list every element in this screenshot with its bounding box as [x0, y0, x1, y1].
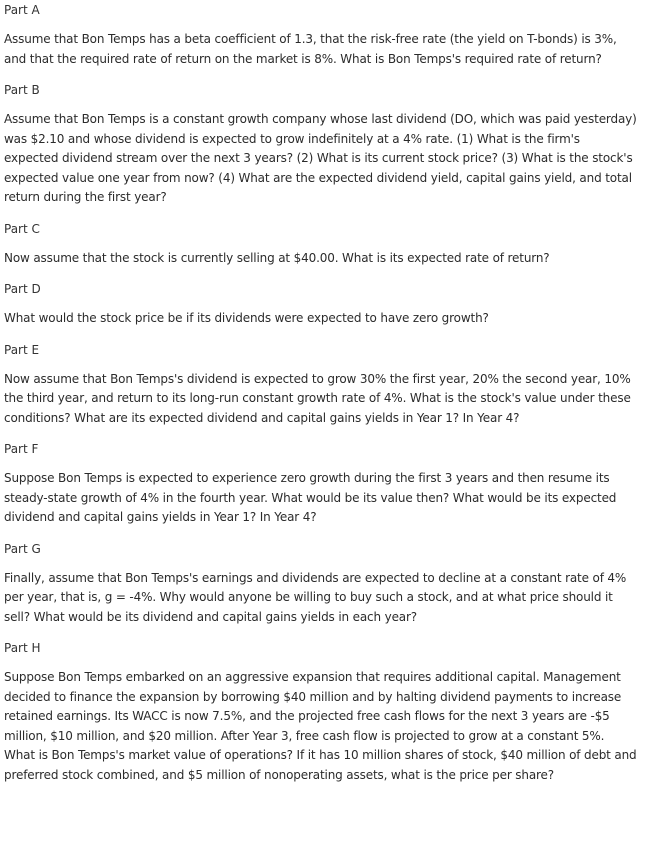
part-b-heading: Part B: [4, 83, 40, 97]
part-e-heading: Part E: [4, 342, 40, 357]
part-g-text: Finally, assume that Bon Temps's earnings and dividends are expected to decline at a constant rate of 4% per year, that is, g = -4%. Why would anyone be willing to buy such a stock, and at what price should it sell? What would be its dividend and capital gains yields in each year?: [4, 570, 627, 624]
part-f-text: Suppose Bon Temps is expected to experience zero growth during the first 3 years and then resume its steady-state growth of 4% in the fourth year. What would be its value then? What would be its expected dividend and capital gains yields in Year 1? In Year 4?: [4, 471, 617, 524]
part-d-section: [4, 281, 637, 329]
part-f-heading: Part F: [4, 442, 39, 456]
part-g-heading: Part G: [4, 541, 41, 556]
part-a-text: Assume that Bon Temps has a beta coefficient of 1.3, that the risk-free rate (the yield on T-bonds) is 3%, and that the required rate of return on the market is 8%. What is Bon Temps's required rate of return?: [4, 32, 617, 66]
part-e-text: Now assume that Bon Temps's dividend is expected to grow 30% the first year, 20% the second year, 10% the third year, and return to its long-run constant growth rate of 4%. What is the stock's value under these conditions? What are its expected dividend and capital gains yields in Year 1? In Year 4?: [4, 371, 631, 425]
part-g-section: [4, 541, 637, 628]
part-b-text: Assume that Bon Temps is a constant growth company whose last dividend (DO, which was paid yesterday) was $2.10 and whose dividend is expected to grow indefinitely at a 4% rate. (1) What is the firm's expected dividend stream over the next 3 years? (2) What is its current stock price? (3) What is the stock's expected value one year from now? (4) What are the expected dividend yield, capital gains yield, and total return during the first year?: [4, 112, 637, 204]
part-b-section: [4, 82, 637, 208]
part-c-text: Now assume that the stock is currently selling at $40.00. What is its expected rate of return?: [4, 250, 550, 265]
part-h-heading: Part H: [4, 641, 41, 655]
part-c-heading: Part C: [4, 221, 40, 236]
part-d-heading: Part D: [4, 282, 41, 296]
part-d-text: What would the stock price be if its dividends were expected to have zero growth?: [4, 311, 489, 325]
part-h-section: [4, 640, 637, 785]
part-a-heading: Part A: [4, 3, 40, 17]
part-c-section: [4, 221, 637, 269]
part-h-text: Suppose Bon Temps embarked on an aggressive expansion that requires additional capital. Management decided to finance the expansion by borrowing $40 million and by halting dividend payments to increase retained earnings. Its WACC is now 7.5%, and the projected free cash flows for the next 3 years are -$5 million, $10 million, and $20 million. After Year 3, free cash flow is projected to grow at a constant 5%. What is Bon Temps's market value of operations? If it has 10 million shares of stock, $40 million of debt and preferred stock combined, and $5 million of nonoperating assets, what is the price per share?: [4, 670, 637, 782]
part-f-section: [4, 441, 637, 528]
part-e-section: [4, 342, 637, 429]
part-a-section: [4, 2, 637, 69]
